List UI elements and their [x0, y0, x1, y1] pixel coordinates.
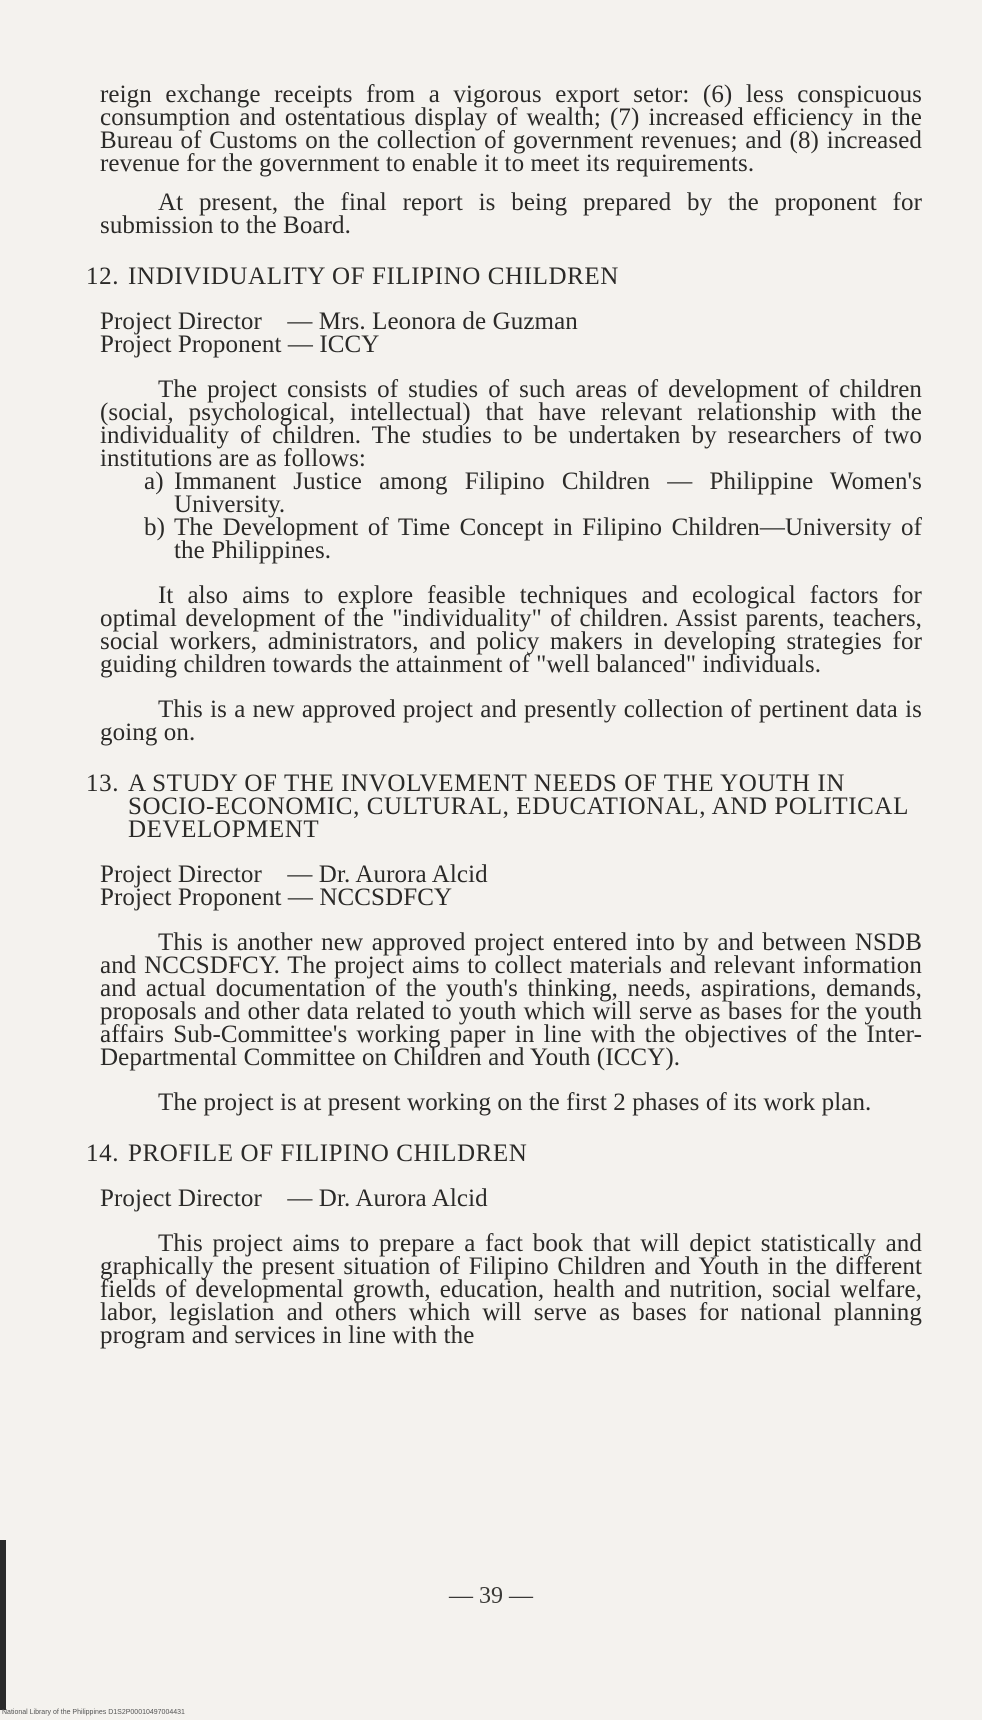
page-content — [86, 81, 922, 1349]
section-14-heading — [86, 1140, 922, 1167]
list-item — [144, 470, 922, 516]
section-13-director: Project Director — Dr. Aurora Alcid — [100, 861, 488, 888]
section-13-proponent: Project Proponent — NCCSDFCY — [100, 884, 453, 911]
section-14-paragraph-1: This project aims to prepare a fact book that will depict statistically and graphically the present situation of Filipino Children and Youth in the different fields of developmental growth, education, health and nutrition, social welfare, labor, legislation and others which will serve as bases for national planning program and services in line with the — [100, 1230, 922, 1349]
list-item-text: The Development of Time Concept in Filipino Children—University of the Philippines. — [174, 514, 922, 564]
section-12-director: Project Director — Mrs. Leonora de Guzman — [100, 308, 578, 335]
section-12-paragraph-3: This is a new approved project and presently collection of pertinent data is going on. — [100, 696, 922, 746]
section-12-title: INDIVIDUALITY OF FILIPINO CHILDREN — [128, 263, 619, 290]
scan-footer-label: National Library of the Philippines D1S2P00010497004431 — [2, 1709, 185, 1716]
section-13-title: A STUDY OF THE INVOLVEMENT NEEDS OF THE YOUTH IN SOCIO-ECONOMIC, CULTURAL, EDUCATIONAL, AND POLITICAL DEVELOPMENT — [128, 770, 909, 843]
section-14-director: Project Director — Dr. Aurora Alcid — [100, 1185, 488, 1212]
section-13-number: 13. — [86, 770, 120, 797]
section-12-meta — [100, 310, 922, 356]
section-14-meta — [100, 1187, 922, 1210]
intro-paragraph: reign exchange receipts from a vigorous export setor: (6) less conspicuous consumption and ostentatious display of wealth; (7) increased efficiency in the Bureau of Customs on the collection of government revenues; and (8) increased revenue for the government to enable it to meet its requirements. — [100, 81, 922, 177]
list-item-marker: a) — [144, 468, 164, 495]
section-12-paragraph-1: The project consists of studies of such areas of development of children (social, psychological, intellectual) that have relevant relationship with the individuality of children. The studies to be undertaken by researchers of two institutions are as follows: — [100, 376, 922, 472]
section-13-paragraph-1: This is another new approved project entered into by and between NSDB and NCCSDFCY. The project aims to collect materials and relevant information and actual documentation of the youth's thinking, needs, aspirations, demands, proposals and other data related to youth which will serve as bases for the youth affairs Sub-Committee's working paper in line with the objectives of the Inter-Departmental Committee on Children and Youth (ICCY). — [100, 929, 922, 1071]
section-12-number: 12. — [86, 263, 120, 290]
section-12-proponent: Project Proponent — ICCY — [100, 331, 380, 358]
list-item-text: Immanent Justice among Filipino Children — Philippine Women's University. — [174, 468, 922, 518]
section-14-number: 14. — [86, 1140, 120, 1167]
intro-status-paragraph: At present, the final report is being prepared by the proponent for submission to the Board. — [100, 189, 922, 239]
section-13-paragraph-2: The project is at present working on the first 2 phases of its work plan. — [158, 1089, 872, 1116]
section-12-study-list — [100, 470, 922, 562]
list-item-marker: b) — [144, 514, 166, 541]
section-13-heading — [86, 770, 922, 843]
scan-edge-mark — [0, 1540, 6, 1710]
section-13-meta — [100, 863, 922, 909]
section-12-paragraph-2: It also aims to explore feasible techniques and ecological factors for optimal development of the "individuality" of children. Assist parents, teachers, social workers, administrators, and policy makers in developing strategies for guiding children towards the attainment of "well balanced" individuals. — [100, 582, 922, 678]
page-number: — 39 — — [449, 1583, 533, 1609]
section-12-heading — [86, 263, 922, 290]
section-14-title: PROFILE OF FILIPINO CHILDREN — [128, 1140, 528, 1167]
list-item — [144, 516, 922, 562]
